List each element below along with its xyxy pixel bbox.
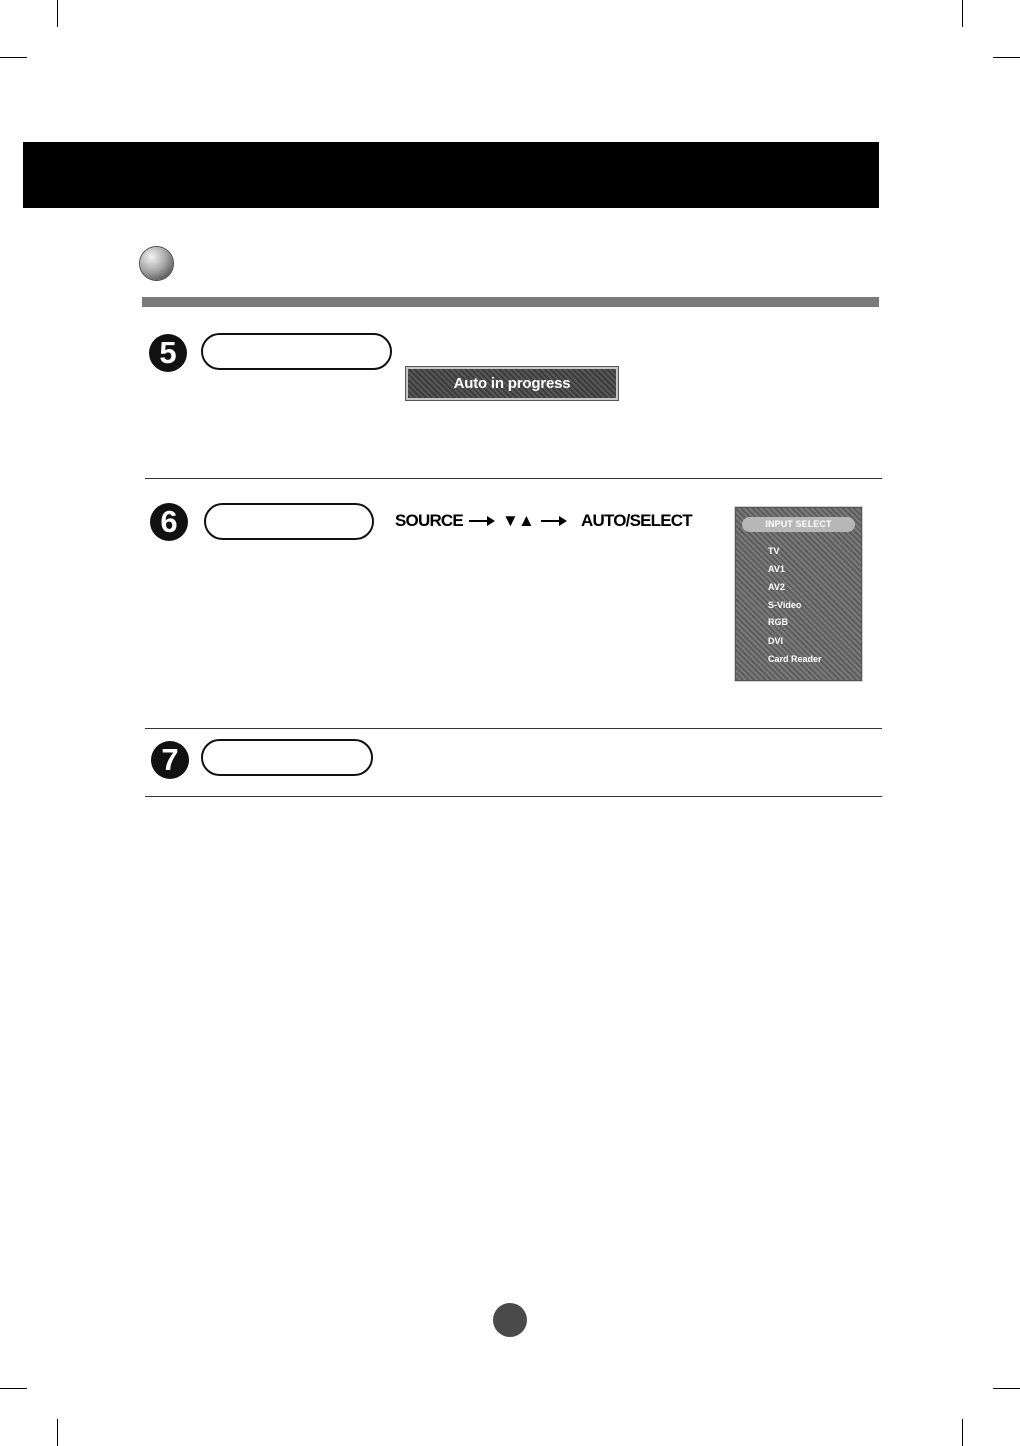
step-7-label-pill: [201, 739, 373, 776]
down-up-arrows-icon: ▼▲: [501, 511, 534, 530]
section-rule: [142, 297, 879, 307]
menu-item-dvi[interactable]: DVI: [768, 636, 784, 646]
menu-item-av2[interactable]: AV2: [768, 582, 785, 592]
menu-item-tv[interactable]: TV: [768, 546, 780, 556]
crop-mark-top-right-horizontal: [993, 57, 1020, 58]
crop-mark-bottom-left-horizontal: [0, 1388, 27, 1389]
osd-message: Auto in progress: [453, 375, 571, 392]
section-divider-2: [145, 728, 882, 729]
menu-item-av1[interactable]: AV1: [768, 564, 785, 574]
arrow-right-icon: [541, 516, 567, 526]
button-sequence: [395, 508, 692, 534]
arrow-right-icon: [469, 516, 495, 526]
input-select-menu: [735, 507, 862, 681]
step-number-badge-7: 7: [151, 741, 189, 779]
crop-mark-bottom-right-horizontal: [993, 1388, 1020, 1389]
section-divider-1: [145, 478, 882, 479]
auto-select-button-label: AUTO/SELECT: [581, 511, 692, 530]
crop-mark-bottom-right-vertical: [962, 1419, 963, 1446]
input-select-title: INPUT SELECT: [742, 517, 855, 532]
step-number-badge-5: 5: [149, 334, 187, 372]
step-5-label-pill: [201, 333, 392, 370]
source-button-label: SOURCE: [395, 511, 463, 530]
step-number-badge-6: 6: [150, 503, 188, 541]
header-bar: [23, 142, 879, 208]
menu-item-rgb[interactable]: RGB: [768, 617, 788, 627]
crop-mark-top-right-vertical: [962, 0, 963, 27]
page-number-dot: [493, 1303, 527, 1337]
menu-item-s-video[interactable]: S-Video: [768, 600, 802, 610]
section-divider-3: [145, 796, 882, 797]
step-6-label-pill: [204, 503, 374, 540]
section-bullet-icon: [140, 247, 173, 280]
crop-mark-top-left-vertical: [57, 0, 58, 27]
crop-mark-bottom-left-vertical: [57, 1419, 58, 1446]
auto-in-progress-osd: [406, 367, 618, 400]
menu-item-card-reader[interactable]: Card Reader: [768, 654, 822, 664]
crop-mark-top-left-horizontal: [0, 57, 27, 58]
